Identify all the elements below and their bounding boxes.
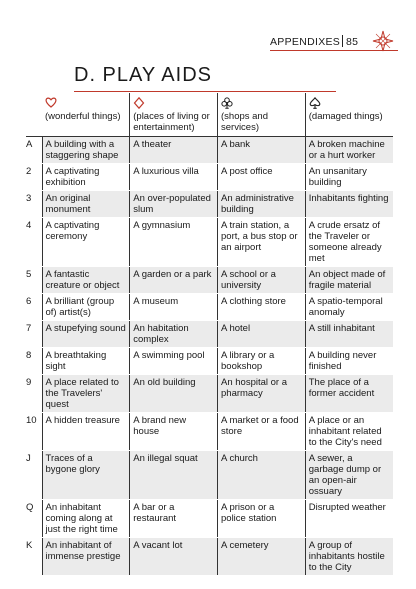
table-cell: An administrative building [218, 191, 306, 218]
table-row [26, 191, 393, 218]
heart-icon [45, 97, 126, 109]
table-cell: An original monument [42, 191, 130, 218]
table-cell: A market or a food store [218, 413, 306, 451]
table-cell: Inhabitants fighting [305, 191, 393, 218]
table-cell: A hidden treasure [42, 413, 130, 451]
table-cell: A train station, a port, a bus stop or an airport [218, 218, 306, 267]
table-row [26, 375, 393, 413]
table-row [26, 267, 393, 294]
table-cell: An hospital or a pharmacy [218, 375, 306, 413]
table-cell: A brand new house [130, 413, 218, 451]
table-cell: A library or a bookshop [218, 348, 306, 375]
table-cell: A clothing store [218, 294, 306, 321]
table-cell: A place or an inhabitant related to the City's need [305, 413, 393, 451]
club-icon [221, 97, 302, 109]
rank-label: K [26, 538, 42, 576]
table-cell: A luxurious villa [130, 164, 218, 191]
table-cell: A stupefying sound [42, 321, 130, 348]
table-row [26, 451, 393, 500]
table-cell: A building never finished [305, 348, 393, 375]
header-divider [342, 35, 343, 47]
table-cell: A sewer, a garbage dump or an open-air ossuary [305, 451, 393, 500]
table-cell: A cemetery [218, 538, 306, 576]
table-cell: The place of a former accident [305, 375, 393, 413]
rank-label: 3 [26, 191, 42, 218]
table-cell: A museum [130, 294, 218, 321]
table-cell: A gymnasium [130, 218, 218, 267]
table-row [26, 294, 393, 321]
table-cell: A broken machine or a hurt worker [305, 137, 393, 164]
column-label: (shops and services) [221, 111, 269, 133]
table-row [26, 413, 393, 451]
table-cell: A spatio-temporal anomaly [305, 294, 393, 321]
page-title: D. PLAY AIDS [74, 64, 212, 86]
table-row [26, 218, 393, 267]
rank-label: 4 [26, 218, 42, 267]
column-label: (damaged things) [308, 111, 383, 122]
table-cell: A hotel [218, 321, 306, 348]
table-cell: A crude ersatz of the Traveler or someone already met [305, 218, 393, 267]
column-header [218, 93, 306, 137]
play-aids-table [26, 93, 393, 576]
rank-label: 8 [26, 348, 42, 375]
column-header [130, 93, 218, 137]
column-header [42, 93, 130, 137]
table-cell: Traces of a bygone glory [42, 451, 130, 500]
title-rule [74, 91, 336, 92]
table-cell: An object made of fragile material [305, 267, 393, 294]
table-cell: An unsanitary building [305, 164, 393, 191]
table-cell: A building with a staggering shape [42, 137, 130, 164]
table-cell: Disrupted weather [305, 500, 393, 538]
rank-label: 7 [26, 321, 42, 348]
table-cell: A captivating exhibition [42, 164, 130, 191]
column-header [305, 93, 393, 137]
table-row [26, 137, 393, 164]
rank-label: 6 [26, 294, 42, 321]
table-cell: A group of inhabitants hostile to the City [305, 538, 393, 576]
column-label: (wonderful things) [45, 111, 121, 122]
table-cell: A garden or a park [130, 267, 218, 294]
table-cell: An inhabitant coming along at just the right time [42, 500, 130, 538]
table-cell: A theater [130, 137, 218, 164]
table-header-row [26, 93, 393, 137]
table-cell: A fantastic creature or object [42, 267, 130, 294]
column-label: (places of living or entertainment) [133, 111, 210, 133]
rank-header [26, 93, 42, 137]
table-cell: A captivating ceremony [42, 218, 130, 267]
page-number: 85 [346, 36, 359, 48]
table-cell: A place related to the Travelers' quest [42, 375, 130, 413]
table-cell: A still inhabitant [305, 321, 393, 348]
table-cell: A school or a university [218, 267, 306, 294]
section-title: APPENDIXES [270, 36, 341, 48]
spade-icon [309, 97, 390, 109]
table-cell: A breathtaking sight [42, 348, 130, 375]
rank-label: 5 [26, 267, 42, 294]
table-cell: An over-populated slum [130, 191, 218, 218]
rank-label: J [26, 451, 42, 500]
table-cell: A bank [218, 137, 306, 164]
compass-emblem-icon [372, 30, 394, 52]
rank-label: 9 [26, 375, 42, 413]
rank-label: 10 [26, 413, 42, 451]
table-cell: A swimming pool [130, 348, 218, 375]
table-cell: A prison or a police station [218, 500, 306, 538]
rank-label: 2 [26, 164, 42, 191]
table-row [26, 348, 393, 375]
table-cell: An old building [130, 375, 218, 413]
table-cell: A brilliant (group of) artist(s) [42, 294, 130, 321]
table-cell: An inhabitant of immense prestige [42, 538, 130, 576]
table-cell: An habitation complex [130, 321, 218, 348]
table-row [26, 538, 393, 576]
table-cell: A vacant lot [130, 538, 218, 576]
rank-label: A [26, 137, 42, 164]
table-row [26, 321, 393, 348]
table-row [26, 164, 393, 191]
table-cell: A post office [218, 164, 306, 191]
table-cell: An illegal squat [130, 451, 218, 500]
table-cell: A bar or a restaurant [130, 500, 218, 538]
rank-label: Q [26, 500, 42, 538]
table-row [26, 500, 393, 538]
table-cell: A church [218, 451, 306, 500]
diamond-icon [133, 97, 214, 109]
